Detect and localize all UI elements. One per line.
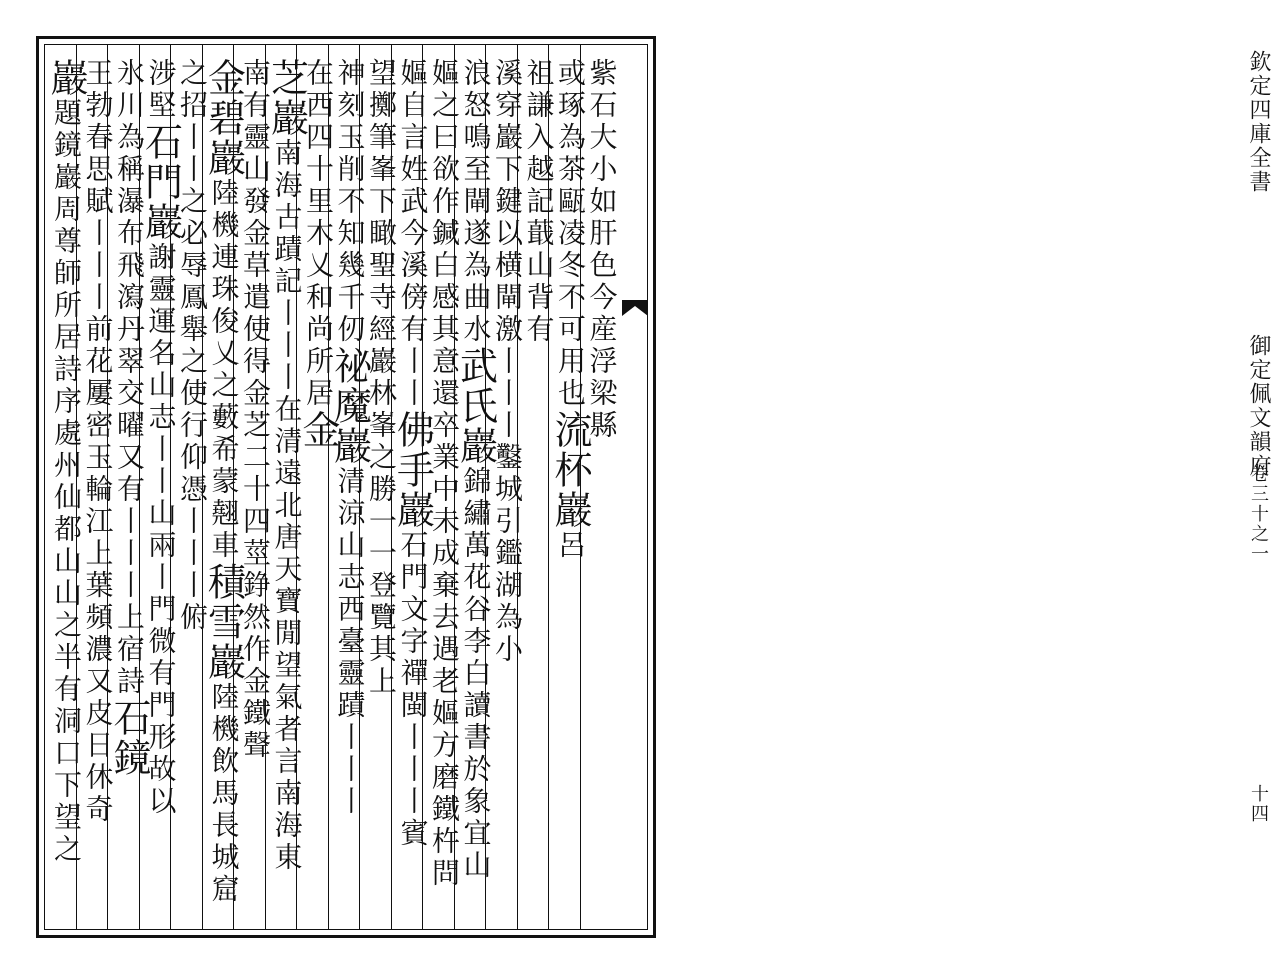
entry-text: 陸機飲馬長城窟 bbox=[207, 682, 241, 906]
entry-text: 清涼山志西臺靈蹟丨丨丨 bbox=[333, 466, 367, 818]
entry-text: 嫗之曰欲作鍼白感其意還卒業 bbox=[428, 58, 461, 474]
book-title: 欽定四庫全書 bbox=[1246, 50, 1271, 194]
entry-text: 神刻玉削不知幾千仞 bbox=[333, 58, 367, 346]
entry-heading: 積雪巖 bbox=[201, 562, 246, 682]
entry-heading: 金 bbox=[296, 410, 340, 450]
entry-heading: 金碧巖 bbox=[201, 58, 246, 178]
entry-text: 石門文字禪閩丨丨丨賓 bbox=[396, 530, 430, 850]
entry-text: 中未成棄去遇老嫗方磨鐵杵問 bbox=[428, 474, 461, 890]
page-margin-strip bbox=[620, 44, 1271, 930]
entry-text: 錦繡萬花谷李白讀書於象宜山 bbox=[459, 466, 493, 882]
entry-text: 浪怒鳴至閘遂為曲水 bbox=[459, 58, 493, 346]
entry-heading: 武氏巖 bbox=[453, 346, 498, 466]
entry-text: 在西四十里木乂和尚所居 bbox=[302, 58, 335, 410]
entry-text: 溪穿巖下鍵以横閘激 bbox=[491, 58, 524, 346]
entry-text: 或琢為茶甌凌冬不可用也 bbox=[554, 58, 587, 410]
entry-text: 氷川 bbox=[113, 58, 146, 122]
entry-text: 紫石大小如肝色今産浮梁縣 bbox=[585, 58, 619, 442]
column-rule bbox=[44, 44, 45, 930]
entry-heading: 祕魔巖 bbox=[327, 346, 372, 466]
entry-text: 之招丨丨之必辱鳳舉之使 bbox=[176, 58, 209, 410]
volume-label: 卷三十之一 bbox=[1248, 464, 1269, 564]
entry-heading: 芝巖 bbox=[264, 58, 309, 138]
text-column bbox=[45, 58, 87, 918]
entry-text: 丨丨丨鑿城引鑑湖為小 bbox=[491, 346, 524, 666]
entry-text: 南有靈山發金草遣使得金芝二十四莖錚然作金鐵聲 bbox=[239, 58, 272, 762]
entry-text: 謝靈運名山志丨丨山兩丨門微有門形故以 bbox=[144, 242, 178, 818]
entry-heading: 石門巖 bbox=[138, 122, 183, 242]
entry-text: 題鏡巖周尊師所居詩序處州仙都山山之半有洞口下望之 bbox=[50, 98, 83, 866]
entry-text: 為稱瀑布飛瀉丹翠交曜又有丨丨丨上宿詩 bbox=[113, 122, 146, 698]
entry-text: 呂 bbox=[554, 530, 587, 562]
entry-text: 南海古蹟記丨丨丨在清遠北唐天寶閒望氣者言南海東 bbox=[270, 138, 304, 874]
entry-heading: 佛手巖 bbox=[390, 410, 435, 530]
entry-text: 林峯之勝一一登覽其上 bbox=[365, 378, 398, 698]
entry-text: 嫗自言姓武今溪傍有丨丨 bbox=[396, 58, 430, 410]
entry-text: 祖謙入越記蕺山背有 bbox=[522, 58, 556, 346]
entry-text: 望擲筆峯下瞰聖寺經巖 bbox=[365, 58, 398, 378]
entry-heading: 巖 bbox=[44, 58, 88, 98]
entry-text: 涉堅 bbox=[144, 58, 178, 122]
entry-heading: 流杯巖 bbox=[548, 410, 592, 530]
entry-text: 王勃春思賦丨丨丨前花屢密玉輪江上葉頻濃又皮日休奇 bbox=[81, 58, 115, 826]
entry-text: 行仰憑丨丨丨俯 bbox=[176, 410, 209, 634]
fishtail-mark bbox=[622, 300, 648, 316]
entry-text: 陸機連珠俊乂之藪希蒙翹車 bbox=[207, 178, 241, 562]
page-number: 十四 bbox=[1248, 784, 1269, 824]
section-title: 御定佩文韻府 bbox=[1246, 334, 1271, 478]
entry-heading: 石鏡 bbox=[107, 698, 151, 778]
